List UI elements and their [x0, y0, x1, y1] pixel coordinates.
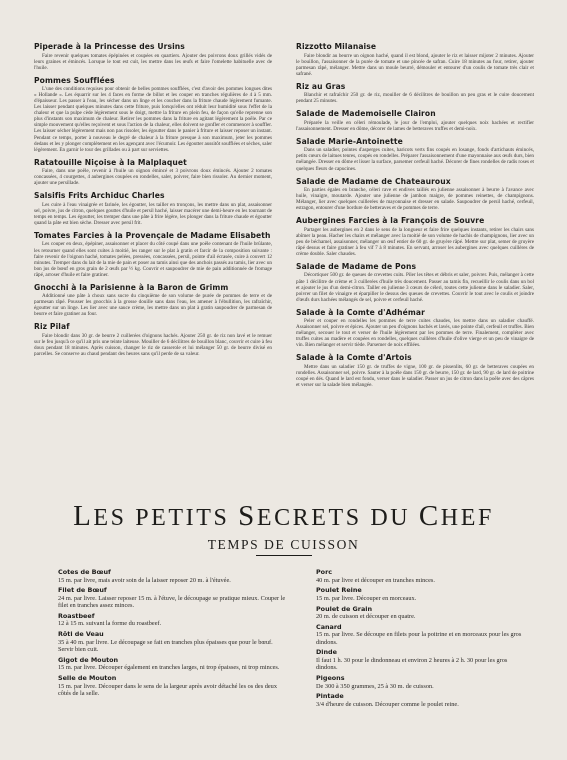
- cooking-item: [58, 631, 286, 653]
- cooking-item: [58, 587, 286, 609]
- cooking-item: [316, 624, 526, 646]
- recipe-title: Salade à la Comte d'Artois: [296, 353, 412, 363]
- recipe-title: Salade de Madame de Pons: [296, 261, 417, 271]
- recipes-right-column: [296, 42, 534, 442]
- cooking-item-text: 15 m. par livre. Découper dans le sens de la largeur après avoir détaché les os des deux côtés de la selle.: [58, 682, 277, 697]
- recipe-text: Dans un saladier, pointes d'asperges cuites, haricots verts fins coupés en losange, fonds d'artichauts émincés, petits cœurs de laitues tenres, coupés en rondelles. Préparer l'assaisonnement d'une mayonnaise aux œufs durs, bien mélangée. Dresser en dôme et lisser la surface, parsemer cerfeuil haché. Décorer de fines rondelles de radis roses et quelques fleurs de capucines.: [296, 147, 534, 172]
- recipe-title: Riz au Gras: [296, 81, 346, 91]
- cooking-times-left-column: [58, 569, 286, 749]
- cooking-item-text: 20 m. de cuisson et découper en quatre.: [316, 613, 416, 621]
- cooking-item-text: 24 m. par livre. Laisser reposer 15 m. à l'étuve, le découpage se pratique mieux. Couper le filet en tranches assez minces.: [58, 594, 286, 610]
- cooking-item-name: Cotes de Bœuf: [58, 568, 111, 576]
- recipe-rizzotto: [296, 42, 534, 77]
- recipe-text: Faire revenir quelques tomates épépinées et coupées en quartiers. Ajouter des poivrons doux grillés vidés de leurs graines et émincés. Lorsque le tout est cuit, les mettre dans les œufs et faire l'omelette habituelle avec de l'huile.: [34, 52, 272, 71]
- recipe-text: Additionné une pâte à choux sans sucre du cinquième de son volume de purée de pommes de terre et de parmesan râpé. Pousser les gnocchis à la grosse douille sans dans l'eau, les amener à l'ébullition, les rafraîchir, égoutter sur un linge. Les lier avec une sauce crème, les mettre dans un plat à gratin saupoudrer de parmesan de beurre et faire gratiner au four.: [34, 293, 272, 318]
- cooking-item-name: Filet de Bœuf: [58, 586, 107, 595]
- recipe-text: Peler et couper en rondelles les pommes de terre cuites chaudes, les mettre dans un saladier chauffé. Assaisonner sel, poivre et épices. Ajouter un peu d'oignons hachés et lavés, une pointe d'ail, cerfeuil et truffes. Bien mélanger, secouer le tout et verser de l'huile légèrement par les pommes de terre. Finalement, compléter avec truffes cuites au madère et coupées en rondelles, quelques cuillères d'huile d'olive vierge et un peu de vinaigre de vin. Bien mélanger et servir tiède. Parsemer de noix effilées.: [296, 318, 534, 349]
- recipe-title: Salade de Madame de Chateauroux: [296, 176, 451, 186]
- cooking-item-name: Roastbeef: [58, 611, 95, 620]
- cooking-item-text: 15 m. par livre. Se découpe en filets pour la poitrine et en morceaux pour les gros dindons.: [316, 631, 522, 646]
- recipe-gnocchi: [34, 283, 272, 318]
- cooking-item: [58, 675, 286, 697]
- recipe-title: Piperade à la Princesse des Ursins: [34, 42, 185, 51]
- recipe-title: Salade de Mademoiselle Clairon: [296, 109, 436, 119]
- cooking-item-text: Il faut 1 h. 30 pour le dindonneau et environ 2 heures à 2 h. 30 pour les gros dindons.: [316, 656, 508, 672]
- cooking-item-name: Poulet de Grain: [316, 604, 373, 613]
- recipe-text: Décortiquer 500 gr. de queues de crevettes cuits. Piler les têtes et débris et saler, poivrer. Puis, mélanger à cette pâte 1 décilitre de crème et 3 cuillerées d'huile très doucement. Passer au tamis fin, recueillir le coulis dans un bol et ajouter le jus d'un demi-citron. Tailler en julienne 3 cœurs de céleri, toutes cette julienne dans le saladier. Saler, poivrer un filet de vinaigre et éparpiller le dessus des queues de crevettes. Couvrir le tout avec le coulis et joindre d'œufs durs hachées mélangés de sel, poivre et cerfeuil haché.: [296, 272, 534, 303]
- cooking-item: [58, 569, 286, 584]
- recipe-aubergines-farcies: [296, 216, 534, 257]
- cooking-item-text: 35 à 40 m. par livre. Le découpage se fait en tranches plus épaisses que pour le bœuf. Servir bien cuit.: [58, 638, 273, 653]
- cooking-item-name: Porc: [316, 568, 333, 576]
- cooking-item: [316, 569, 526, 584]
- cooking-item-name: Pintade: [316, 692, 344, 701]
- cooking-item: [316, 693, 526, 708]
- recipe-salade-chateauroux: [296, 177, 534, 212]
- recipe-salade-pons: [296, 262, 534, 303]
- cooking-item: [316, 606, 526, 621]
- recipe-text: Faire blondir dans 30 gr. de beurre 2 cuillerées d'oignons hachés. Ajouter 250 gr. de riz non lavé et le remuer sur le feu jusqu'à ce qu'il ait pris une teinte laiteuse. Mouiller de 6 décilitres de bouillon blanc, couvrir et cuire à feu doux pendant 18 minutes. Après cuisson, changer le riz de casserole et lui mélanger 50 gr. de beurre divisé en parcelles. Se conserve au chaud pendant des heures sans qu'il perde de sa valeur.: [34, 332, 272, 358]
- cooking-item-name: Rôti de Veau: [58, 630, 104, 639]
- cooking-item: [58, 657, 286, 672]
- recipe-pommes-soufflees: [34, 76, 272, 153]
- recipe-riz-pilaf: [34, 322, 272, 357]
- recipe-tomates-farcies: [34, 231, 272, 278]
- recipe-text: Blanchir et rafraîchir 250 gr. de riz, mouiller de 6 décilitres de bouillon un peu gras et le cuire doucement pendant 25 minutes.: [296, 92, 534, 105]
- recipe-salade-marie-antoinette: [296, 137, 534, 172]
- cooking-item: [316, 649, 526, 671]
- cooking-item-name: Pigeons: [316, 674, 345, 683]
- recipe-text: Faire, dans une poêle, revenir à l'huile un oignon émincé et 3 poivrons doux émincés. Ajouter 2 tomates concassées, 4 courgettes, 4 aubergines coupées en rondelles, saler, poivrer, faire bien rissoler. Au dernier moment, ajouter une persillade.: [34, 168, 272, 187]
- recipe-title: Rizzotto Milanaise: [296, 42, 377, 51]
- cooking-item-name: Poulet Reine: [316, 586, 362, 595]
- recipe-title: Riz Pilaf: [34, 322, 70, 332]
- cooking-item: [316, 675, 526, 690]
- recipe-salade-adhemar: [296, 308, 534, 349]
- cooking-item-text: 40 m. par livre et découper en tranches minces.: [316, 576, 435, 584]
- recipe-text: Préparée la veille en céleri rémoulade, le jour de l'emploi, ajouter quelques noix hachées et rectifier l'assaisonnement. Dresser en dôme, décorer de lames de betteraves truffes et demi-noix.: [296, 119, 534, 132]
- recipe-text: Les couper en deux, épépiner, assaisonner et placer du côté coupé dans une poêle contenant de l'huile brûlante, les retourner quand elles sont cuites à moitié, les ranger sur le plat à gratin et farcir de la composition suivante : faire revenir de l'oignon haché, tomates pelées, pressées, concassées, persil, pointe d'ail écrasée, cuire à couvert 12 minutes. Tremper dans du lait de la mie de pain et poser au tamis ainsi que des anchois passés au tamis, lier avec un bon jus de bœuf en gros grain de 2 œufs par ½ kg. Couvrir et saupoudrer de mie de pain additionnée de fromage râpé, arroser d'huile et faire gratiner.: [34, 241, 272, 278]
- recipe-salsifis: [34, 191, 272, 226]
- recipe-salade-artois: [296, 353, 534, 388]
- cooking-item-name: Dinde: [316, 648, 337, 657]
- recipe-text: L'une des conditions requises pour obtenir de belles pommes soufflées, c'est d'avoir des pommes longues dites « Hollande ». Les équarrir sur les 4 faces en forme de billot et les couper en tranches régulières de 4 à 5 mm. d'épaisseur. Les passer à l'eau, les sécher dans un linge et les coucher dans la friture chaude légèrement fumante. Les laisser pendant quelques minutes dans cette friture, puis lorsqu'elles ont réduit leur humidité sous l'effet de la chaleur et que la pulpe cède légèrement sous le doigt, mettre la friture en plein feu, de façon qu'elle reprenne son plus d'instants son maximum de chaleur. Retirer les pommes dans la friture en agitant légèrement la poêle. Par ce simple mouvement qu'elles reçoivent et sous l'action de la chaleur, elles doivent se gonfler et commencer à souffler. Les laisser sécher légèrement mais non pas rissoler, les égoutter dans le panier à friture et laisser reposer un instant. Pendant ce temps, porter à nouveau le degré de chaleur à la friture presque à son maximum, jeter les pommes dedans et les y plonger complètement en les agençant avec l'écumoir. Les égoutter aussitôt soufflées et sèches, saler légèrement. En garnir le tour des grillades ou à part sur serviettes.: [34, 86, 272, 153]
- recipe-title: Ratatouille Niçoise à la Malplaquet: [34, 157, 187, 167]
- cooking-item-text: 12 à 15 m. suivant la forme du roastbeef.: [58, 620, 162, 628]
- recipe-title: Salade à la Comte d'Adhémar: [296, 307, 425, 317]
- cooking-times-section: [58, 569, 526, 749]
- section-banner: [0, 500, 567, 556]
- recipe-text: En parties égales en branche, céleri rave et endives taillés en julienne assaisonner à beurre à l'avance avec huile, vinaigre, moutarde. Ajouter une julienne de jambon maigre, de pommes reinettes, de champignons. Mélanger, lier avec quelques cuillerées de mayonnaise et dresser en salade. Saupoudrer de persil haché, cerfeuil, estragon, entourer d'une bordure de betteraves et de pommes de terre.: [296, 187, 534, 212]
- recipe-text: Faire blondir au beurre un oignon haché, quand il est blond, ajouter le riz et laisser mijoter 2 minutes. Ajouter le bouillon, l'assaisonner de la purée de tomate et une pincée de safran. Cuire 18 minutes au four, retirer, ajouter parmesan râpé, mélanger. Mettre dans un moule beurré, démouler et entourer d'un coulis de tomate très clair et safrané.: [296, 52, 534, 77]
- recipe-riz-au-gras: [296, 82, 534, 105]
- recipe-text: Les cuire à l'eau vinaigrée et farinée, les égoutter, les tailler en tronçons, les mettre dans un plat, assaisonner sel, poivre, jus de citron, quelques gouttes d'huile et persil haché, laisser macérer une demi-heure en les tournant de temps en temps. Les égoutter, les tremper dans une pâte à frire légère, les plonger dans la friture chaude et égoutter quand la pâte est bien sèche. Dresser avec persil frit.: [34, 201, 272, 226]
- cooking-item-text: 3/4 d'heure de cuisson. Découper comme le poulet reine.: [316, 700, 459, 708]
- recipe-text: Mettre dans un saladier 150 gr. de truffes de vigne, 100 gr. de pissenlits, 60 gr. de betteraves coupées en rondelles. Assaisonner sel, poivre. Sauter à la poêle dans 150 gr. de beurre, 150 gr. de lard, 90 gr. de lard de poitrine coupé en dés. Quand le lard est fondu, verser dans le saladier. Passer un jus de citron dans la poêle avec des câpres et verser sur la salade bien mélangée.: [296, 363, 534, 389]
- recipe-title: Aubergines Farcies à la François de Souvre: [296, 216, 485, 226]
- recipes-section: [34, 42, 534, 442]
- cooking-times-right-column: [316, 569, 526, 749]
- recipe-title: Tomates Farcies à la Provençale de Madame Elisabeth: [34, 230, 271, 240]
- cooking-item-text: 15 m. par livre, mais avoir soin de la laisser reposer 20 m. à l'étuvée.: [58, 576, 231, 584]
- recipe-text: Partager les aubergines en 2 dans le sens de la longueur et faire frire quelques instants, retirer les chairs sans abîmer la peau. Hacher les chairs et mélanger avec la moitié de son volume de hachis de champignons, lier avec un peu de béchamel, assaisonner, mélanger un œuf entier de 60 gr. de gruyère râpé. Mettre sur plat, semer de gruyère râpé dessus et faire gratiner à feu vif 7 à 8 minutes. En servant, arroser les aubergines avec quelques cuillères de crème double. Saler chaudes.: [296, 226, 534, 257]
- cooking-item-text: 15 m. par livre. Découper également en tranches larges, ni trop épaisses, ni trop minces.: [58, 664, 280, 672]
- recipe-title: Salade Marie-Antoinette: [296, 136, 403, 146]
- subtitle-underline: [256, 555, 312, 556]
- section-title: LES PETITS SECRETS DU CHEF: [73, 500, 494, 532]
- section-subtitle: TEMPS DE CUISSON: [207, 537, 360, 552]
- recipe-title: Gnocchi à la Parisienne à la Baron de Grimm: [34, 282, 229, 292]
- cooking-item: [316, 587, 526, 602]
- cooking-item: [58, 613, 286, 628]
- cooking-item-name: Gigot de Mouton: [58, 655, 119, 664]
- recipe-title: Salsifis Frits Archiduc Charles: [34, 191, 165, 201]
- cooking-item-name: Selle de Mouton: [58, 674, 117, 683]
- cooking-item-name: Canard: [316, 622, 342, 631]
- recipe-ratatouille: [34, 158, 272, 187]
- recipe-piperade: [34, 42, 272, 71]
- recipe-salade-clairon: [296, 109, 534, 132]
- recipes-left-column: [34, 42, 272, 442]
- cooking-item-text: De 300 à 350 grammes, 25 à 30 m. de cuisson.: [316, 682, 434, 690]
- recipe-title: Pommes Soufflées: [34, 75, 115, 85]
- cooking-item-text: 15 m. par livre. Découper en morceaux.: [316, 594, 417, 602]
